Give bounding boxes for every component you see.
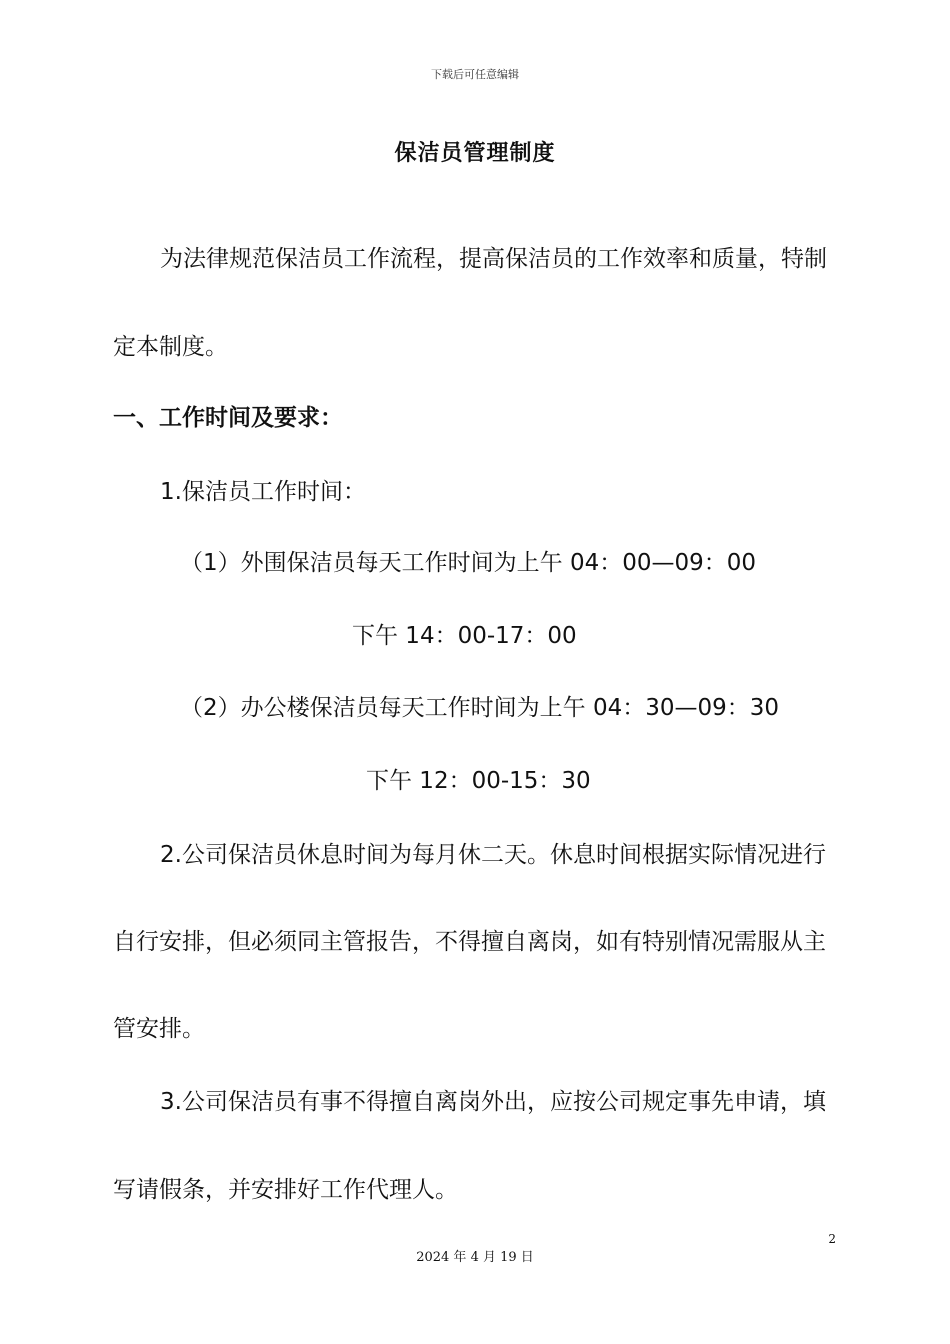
page-number: 2 [828,1232,836,1246]
item-3-line-2: 写请假条，并安排好工作代理人。 [113,1177,458,1203]
schedule-office-morning: （2）办公楼保洁员每天工作时间为上午 04：30—09：30 [180,695,780,721]
item-3-line-1: 3.公司保洁员有事不得擅自离岗外出，应按公司规定事先申请，填 [160,1089,826,1115]
item-1-label: 1.保洁员工作时间： [160,479,366,505]
footer-date: 2024 年 4 月 19 日 [416,1250,534,1265]
intro-line-2: 定本制度。 [113,334,228,360]
document-title: 保洁员管理制度 [394,141,556,166]
intro-line-1: 为法律规范保洁员工作流程，提高保洁员的工作效率和质量，特制 [160,246,827,272]
schedule-outdoor-afternoon: 下午 14：00-17：00 [352,623,577,649]
schedule-office-afternoon: 下午 12：00-15：30 [366,768,591,794]
section-heading: 一、工作时间及要求： [113,405,343,431]
schedule-outdoor-morning: （1）外围保洁员每天工作时间为上午 04：00—09：00 [180,550,757,576]
item-2-line-1: 2.公司保洁员休息时间为每月休二天。休息时间根据实际情况进行 [160,842,826,868]
header-note: 下载后可任意编辑 [431,68,519,81]
item-2-line-3: 管安排。 [113,1016,205,1042]
item-2-line-2: 自行安排，但必须同主管报告，不得擅自离岗，如有特别情况需服从主 [113,929,826,955]
